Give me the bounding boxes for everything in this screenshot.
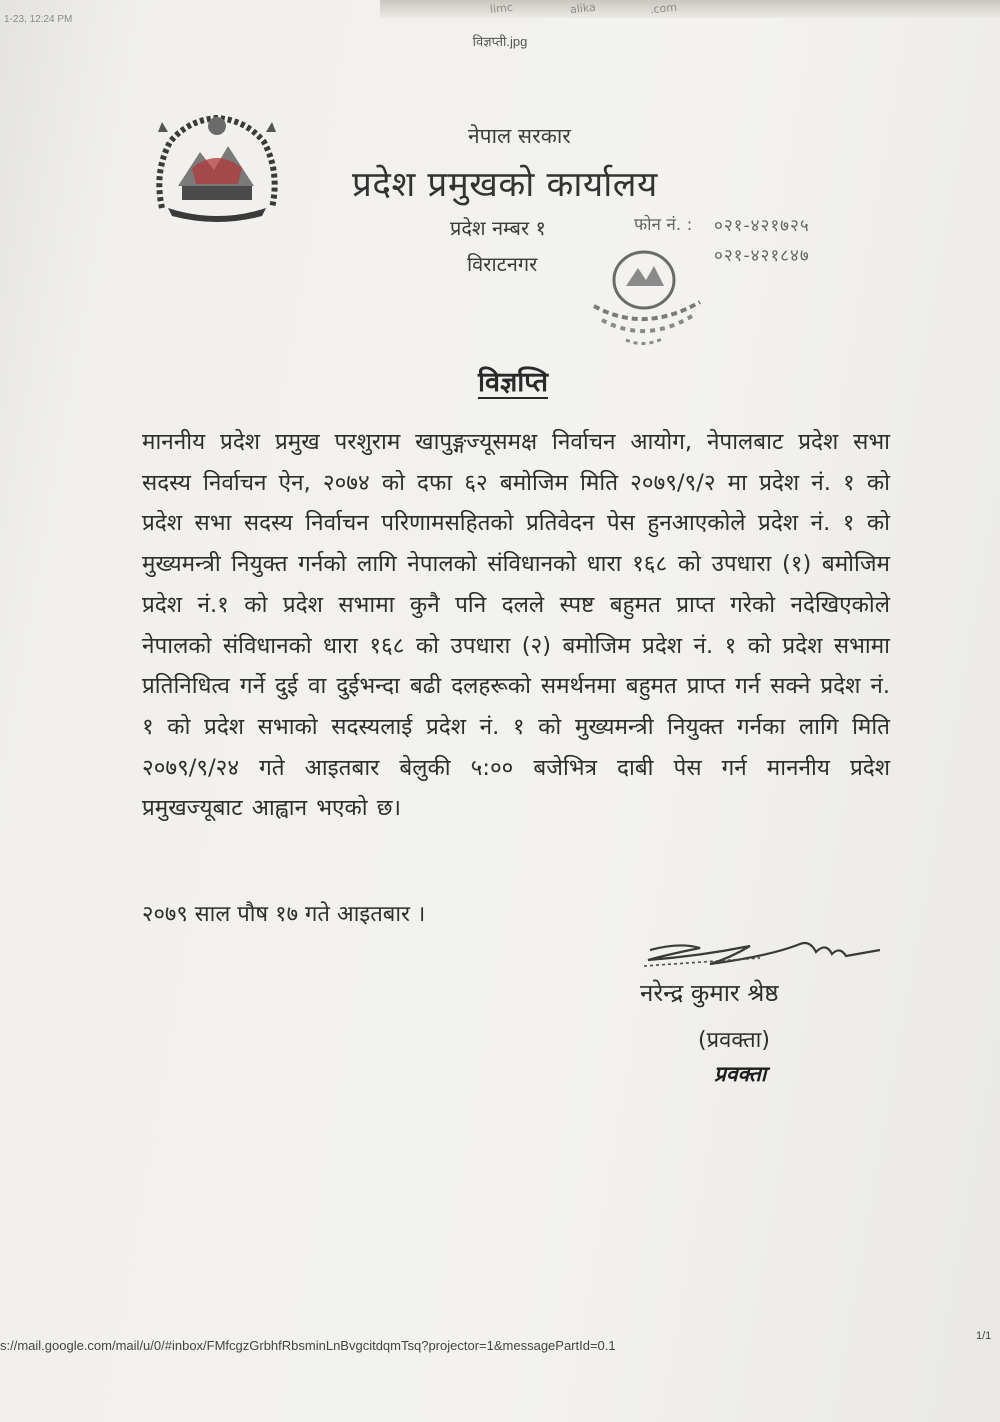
phone-number-2: ०२१-४२१८४७ (714, 246, 810, 266)
city-label: विराटनगर (467, 252, 538, 276)
print-page-number: 1/1 (976, 1330, 992, 1342)
signatory-role-stamp: प्रवक्ता (714, 1062, 767, 1086)
office-seal-stamp-icon (582, 236, 712, 360)
phone-number-1: ०२१-४२१७२५ (714, 216, 810, 236)
province-label: प्रदेश नम्बर १ (450, 216, 546, 240)
print-timestamp: 1-23, 12:24 PM (4, 14, 73, 25)
nepal-emblem-icon (148, 112, 286, 224)
government-label: नेपाल सरकार (468, 124, 571, 148)
notice-body: माननीय प्रदेश प्रमुख परशुराम खापुङ्गज्यूसमक्ष निर्वाचन आयोग, नेपालबाट प्रदेश सभा सदस्य निर्वाचन ऐन, २०७४ को दफा ६२ बमोजिम मिति २०७९/९/२ मा प्रदेश नं. १ को प्रदेश सभा सदस्य निर्वाचन परिणामसहितको प्रतिवेदन पेस हुनआएकोले प्रदेश नं. १ को मुख्यमन्त्री नियुक्त गर्नको लागि नेपालको संविधानको धारा १६८ को उपधारा (१) बमोजिम प्रदेश नं.१ को प्रदेश सभामा कुनै पनि दलले स्पष्ट बहुमत प्राप्त गरेको नदेखिएकोले नेपालको संविधानको धारा १६८ को उपधारा (२) बमोजिम प्रदेश नं. १ को प्रदेश सभामा प्रतिनिधित्व गर्ने दुई वा दुईभन्दा बढी दलहरूको समर्थनमा बहुमत प्राप्त गर्न सक्ने प्रदेश नं. १ को प्रदेश सभाको सदस्यलाई प्रदेश नं. १ को मुख्यमन्त्री नियुक्त गर्नका लागि मिति २०७९/९/२४ गते आइतबार बेलुकी ५:०० बजेभित्र दाबी पेस गर्न माननीय प्रदेश प्रमुखज्यूबाट आह्वान भएको छ। (142, 429, 890, 822)
file-title: विज्ञप्ती.jpg (472, 34, 528, 49)
background-paper-strip: limc alika .com (380, 0, 1000, 18)
signatory-role: (प्रवक्ता) (698, 1028, 770, 1053)
notice-date: २०७९ साल पौष १७ गते आइतबार । (142, 902, 426, 927)
phone-label: फोन नं. : (634, 215, 693, 235)
office-title: प्रदेश प्रमुखको कार्यालय (352, 165, 658, 205)
handwritten-signature-icon (640, 936, 890, 976)
notice-heading: विज्ञप्ति (478, 367, 549, 398)
print-footer-url: s://mail.google.com/mail/u/0/#inbox/FMfcgzGrbhfRbsminLnBvgcitdqmTsq?projector=1&messagePartId=0.1 (0, 1338, 616, 1353)
signatory-name: नरेन्द्र कुमार श्रेष्ठ (640, 979, 779, 1007)
